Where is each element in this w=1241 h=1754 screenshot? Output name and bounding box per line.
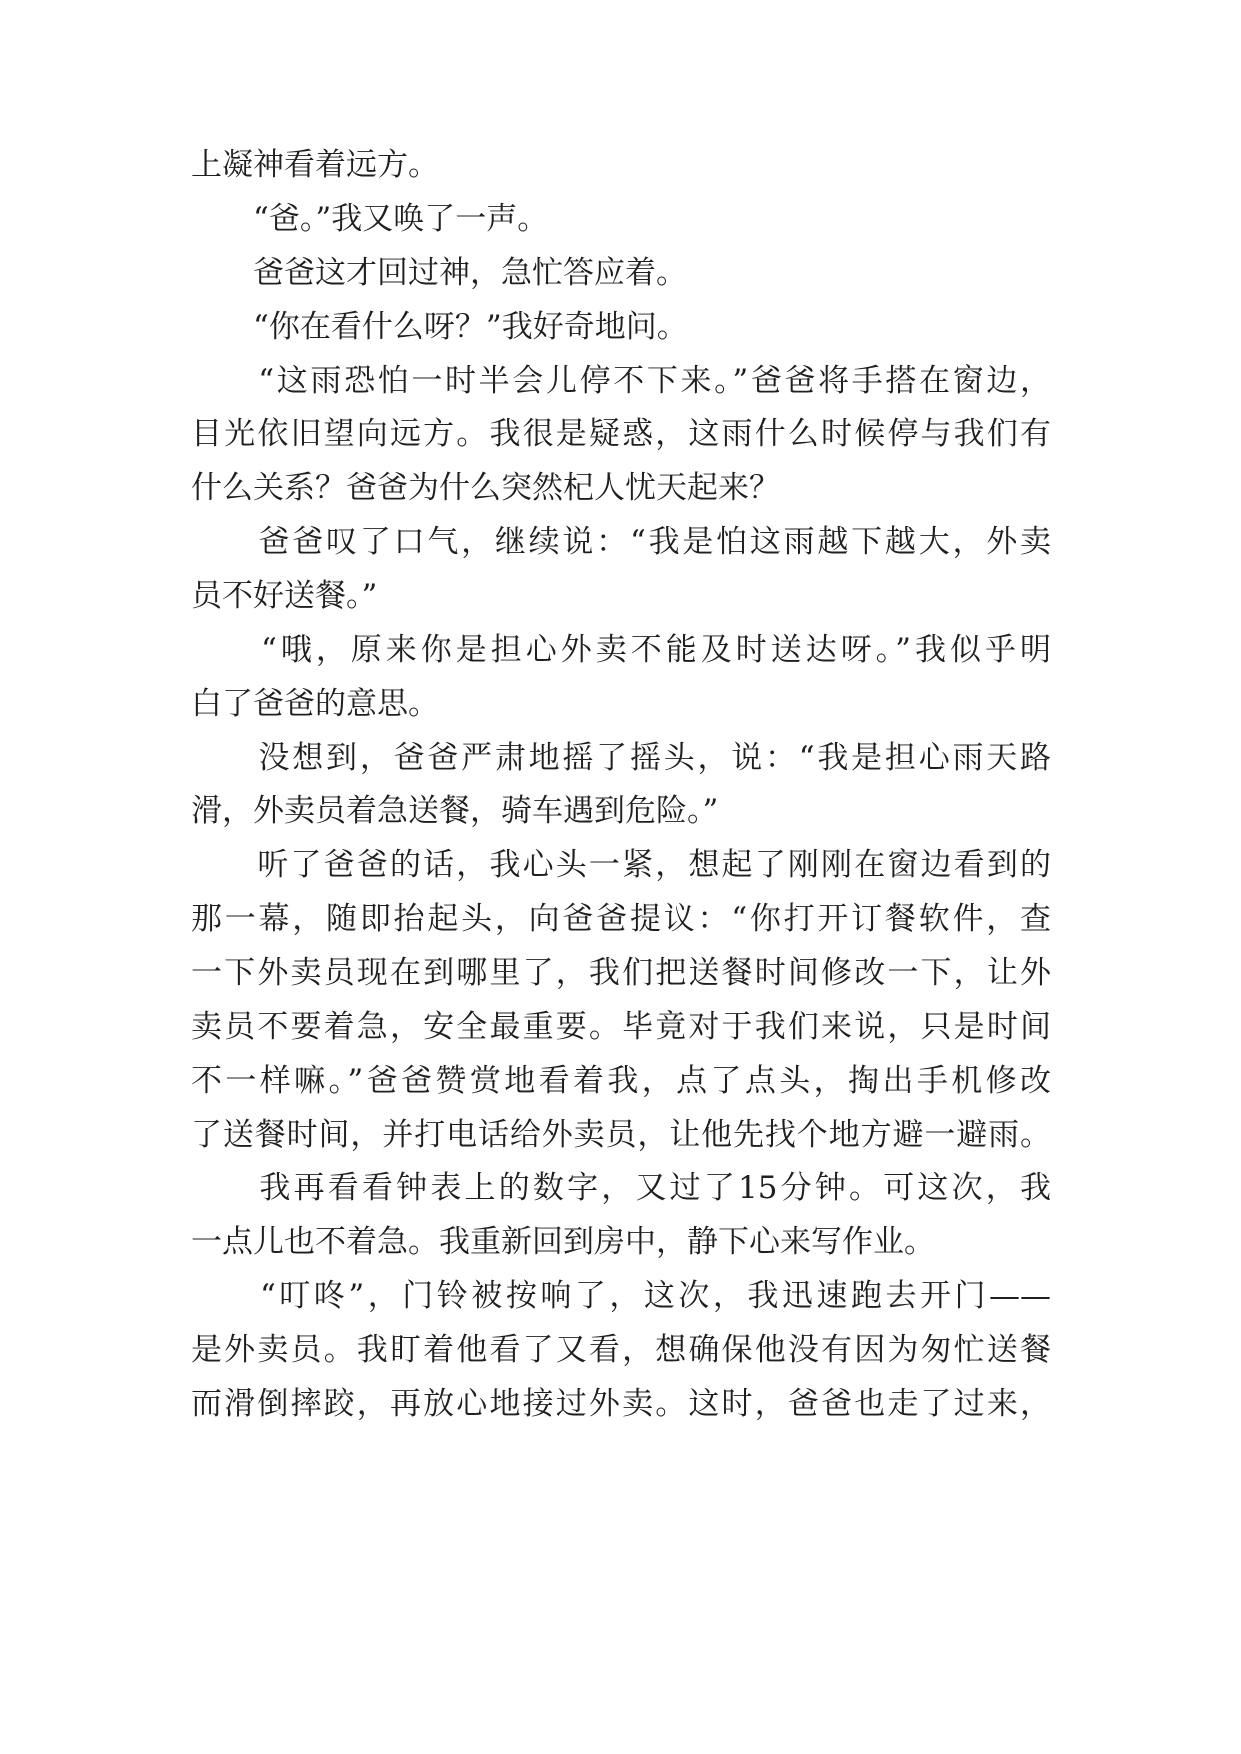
text-line: 一下外卖员现在到哪里了，我们把送餐时间修改一下，让外 <box>191 955 1051 991</box>
text-line: 员不好送餐。” <box>191 578 378 614</box>
text-line: 目光依旧望向远方。我很是疑惑，这雨什么时候停与我们有 <box>191 416 1051 452</box>
text-line: 没想到，爸爸严肃地摇了摇头，说：“我是担心雨天路 <box>191 740 1051 776</box>
text-line: “爸。”我又唤了一声。 <box>191 201 549 237</box>
text-line: 上凝神看着远方。 <box>191 147 439 183</box>
text-line: “你在看什么呀？”我好奇地问。 <box>191 309 688 345</box>
text-line: 白了爸爸的意思。 <box>191 686 439 722</box>
text-line: 什么关系？爸爸为什么突然杞人忧天起来？ <box>191 470 780 506</box>
text-line: “叮咚”，门铃被按响了，这次，我迅速跑去开门—— <box>191 1278 1051 1314</box>
text-line: 是外卖员。我盯着他看了又看，想确保他没有因为匆忙送餐 <box>191 1332 1051 1368</box>
text-line: 那一幕，随即抬起头，向爸爸提议：“你打开订餐软件，查 <box>191 901 1051 937</box>
text-line: 一点儿也不着急。我重新回到房中，静下心来写作业。 <box>191 1224 935 1260</box>
text-line: 卖员不要着急，安全最重要。毕竟对于我们来说，只是时间 <box>191 1009 1051 1045</box>
text-line: 我再看看钟表上的数字，又过了15分钟。可这次，我 <box>191 1170 1051 1206</box>
text-line: 滑，外卖员着急送餐，骑车遇到危险。” <box>191 793 719 829</box>
text-line: 而滑倒摔跤，再放心地接过外卖。这时，爸爸也走了过来， <box>191 1386 1051 1422</box>
text-line: 不一样嘛。”爸爸赞赏地看着我，点了点头，掏出手机修改 <box>191 1063 1051 1099</box>
text-line: 爸爸这才回过神，急忙答应着。 <box>191 255 687 291</box>
text-line: “这雨恐怕一时半会儿停不下来。”爸爸将手搭在窗边， <box>191 363 1051 399</box>
text-line: 爸爸叹了口气，继续说：“我是怕这雨越下越大，外卖 <box>191 524 1051 560</box>
text-line: “哦，原来你是担心外卖不能及时送达呀。”我似乎明 <box>191 632 1051 668</box>
text-line: 听了爸爸的话，我心头一紧，想起了刚刚在窗边看到的 <box>191 847 1051 883</box>
text-line: 了送餐时间，并打电话给外卖员，让他先找个地方避一避雨。 <box>191 1117 1051 1153</box>
